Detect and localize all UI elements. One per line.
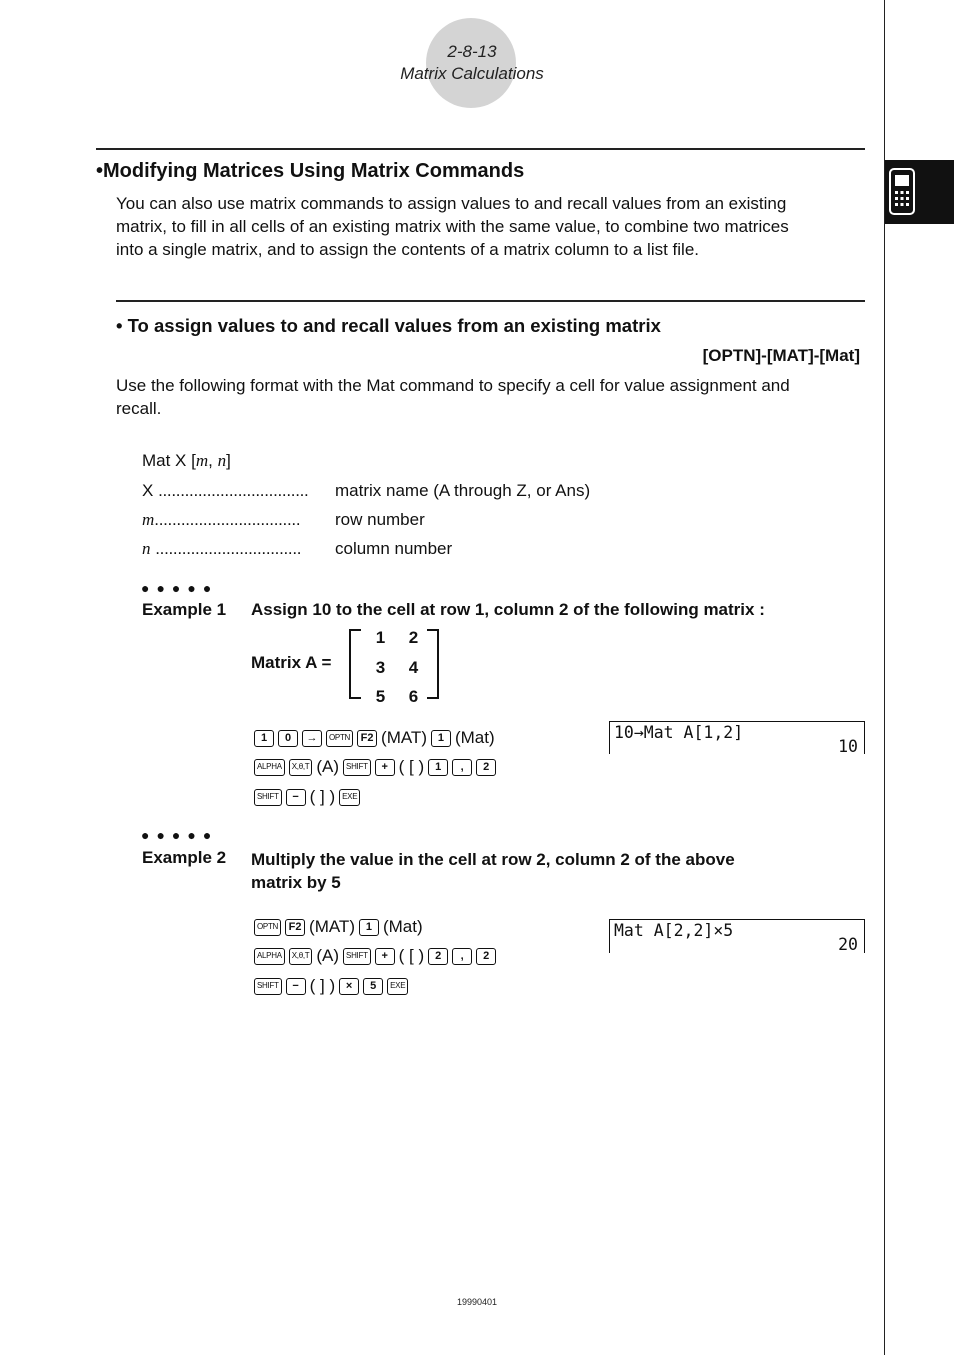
page-number: 2-8-13 bbox=[447, 42, 497, 61]
syntax-prefix: Mat X [ bbox=[142, 451, 196, 470]
screen-result: 10 bbox=[838, 737, 858, 756]
key-plus: + bbox=[375, 948, 395, 965]
key-exe: EXE bbox=[339, 789, 360, 806]
key-note: (A) bbox=[316, 946, 340, 965]
calculator-icon bbox=[885, 160, 954, 224]
param-desc: matrix name (A through Z, or Ans) bbox=[335, 481, 591, 500]
syntax-m: m bbox=[195, 451, 209, 470]
footer-code: 19990401 bbox=[456, 1297, 498, 1307]
store-arrow-key: → bbox=[302, 730, 322, 747]
desc-line: Use the following format with the Mat command to specify a cell for value assignment and bbox=[116, 376, 790, 395]
intro-line: matrix, to fill in all cells of an existing matrix with the same value, to combine two matrices bbox=[116, 217, 789, 236]
key-1: 1 bbox=[254, 730, 274, 747]
example-dots: ●●●●● bbox=[141, 827, 219, 843]
key-shift: SHIFT bbox=[254, 978, 282, 995]
matrix-bracket-left bbox=[349, 629, 361, 699]
intro-line: into a single matrix, and to assign the contents of a matrix column to a list file. bbox=[116, 240, 700, 259]
matrix-label: Matrix A = bbox=[251, 653, 332, 672]
key-sequence-row bbox=[252, 755, 498, 779]
example-dots: ●●●●● bbox=[141, 580, 219, 596]
key-note: (MAT) bbox=[381, 728, 427, 747]
key-minus: − bbox=[286, 789, 306, 806]
matrix-row bbox=[364, 653, 430, 683]
screen-result: 20 bbox=[838, 935, 858, 954]
matrix-cell: 2 bbox=[408, 628, 419, 647]
key-shift: SHIFT bbox=[343, 759, 371, 776]
matrix-row bbox=[364, 682, 430, 712]
key-plus: + bbox=[375, 759, 395, 776]
key-f2: F2 bbox=[285, 919, 305, 936]
key-alpha: ALPHA bbox=[254, 759, 285, 776]
key-note: (MAT) bbox=[309, 917, 355, 936]
subsection-bullet: • bbox=[116, 315, 123, 336]
matrix-cell: 1 bbox=[375, 628, 386, 647]
key-xthetat: X,θ,T bbox=[289, 948, 313, 965]
syntax-n: n bbox=[217, 451, 227, 470]
param-dots: ................................. bbox=[154, 510, 301, 529]
key-5: 5 bbox=[363, 978, 383, 995]
param-term: n bbox=[142, 539, 151, 558]
key-shift: SHIFT bbox=[343, 948, 371, 965]
param-row bbox=[142, 537, 301, 560]
example-title: Assign 10 to the cell at row 1, column 2 of the following matrix : bbox=[251, 600, 765, 619]
example-label: Example 2 bbox=[142, 848, 227, 867]
key-comma: , bbox=[452, 948, 472, 965]
key-note: ( [ ) bbox=[398, 946, 425, 965]
calculator-screen bbox=[609, 919, 865, 953]
intro-line: You can also use matrix commands to assign values to and recall values from an existing bbox=[116, 194, 787, 213]
example-title bbox=[251, 848, 735, 894]
key-note: ( ] ) bbox=[309, 976, 336, 995]
calculator-screen bbox=[609, 721, 865, 754]
key-sequence-row bbox=[252, 974, 410, 998]
param-dots: ................................. bbox=[155, 539, 302, 558]
section-title-text: Modifying Matrices Using Matrix Commands bbox=[103, 160, 525, 182]
key-exe: EXE bbox=[387, 978, 408, 995]
key-2: 2 bbox=[476, 759, 496, 776]
section-rule bbox=[96, 148, 865, 150]
header-circle bbox=[426, 18, 516, 108]
param-desc: column number bbox=[335, 539, 453, 558]
param-row bbox=[142, 508, 300, 531]
section-intro bbox=[116, 192, 856, 261]
key-sequence-row bbox=[252, 944, 498, 968]
section-bullet: • bbox=[96, 160, 104, 182]
syntax-sep: , bbox=[208, 451, 218, 470]
subsection-desc bbox=[116, 374, 856, 420]
key-note: (Mat) bbox=[454, 728, 495, 747]
key-comma: , bbox=[452, 759, 472, 776]
param-term: X bbox=[142, 481, 154, 500]
matrix-row bbox=[364, 623, 430, 653]
key-1: 1 bbox=[431, 730, 451, 747]
matrix-cell: 5 bbox=[375, 687, 386, 706]
screen-line: 10→Mat A[1,2] bbox=[614, 723, 744, 742]
key-alpha: ALPHA bbox=[254, 948, 285, 965]
key-f2: F2 bbox=[357, 730, 377, 747]
subsection-title bbox=[116, 315, 661, 337]
screen-line: Mat A[2,2]×5 bbox=[614, 921, 734, 940]
key-path: [OPTN]-[MAT]-[Mat] bbox=[702, 346, 860, 365]
key-sequence-row bbox=[252, 915, 425, 939]
matrix bbox=[364, 623, 430, 712]
side-tab bbox=[885, 160, 954, 224]
example-title-line: Multiply the value in the cell at row 2, column 2 of the above bbox=[251, 850, 735, 869]
key-sequence-row bbox=[252, 726, 497, 750]
key-multiply: × bbox=[339, 978, 359, 995]
key-note: (A) bbox=[316, 757, 340, 776]
key-0: 0 bbox=[278, 730, 298, 747]
matrix-cell: 6 bbox=[408, 687, 419, 706]
section-name: Matrix Calculations bbox=[400, 64, 544, 83]
key-note: (Mat) bbox=[382, 917, 423, 936]
matrix-cell: 4 bbox=[408, 657, 419, 677]
param-desc: row number bbox=[335, 510, 425, 529]
key-1: 1 bbox=[428, 759, 448, 776]
section-title bbox=[96, 160, 524, 183]
param-dots: .................................. bbox=[158, 481, 309, 500]
key-minus: − bbox=[286, 978, 306, 995]
key-2: 2 bbox=[428, 948, 448, 965]
desc-line: recall. bbox=[116, 399, 162, 418]
key-optn: OPTN bbox=[326, 730, 353, 747]
key-sequence-row bbox=[252, 785, 362, 809]
syntax-suffix: ] bbox=[226, 451, 231, 470]
key-shift: SHIFT bbox=[254, 789, 282, 806]
key-note: ( ] ) bbox=[309, 787, 336, 806]
key-2: 2 bbox=[476, 948, 496, 965]
param-row bbox=[142, 479, 308, 502]
key-xthetat: X,θ,T bbox=[289, 759, 313, 776]
subsection-rule bbox=[116, 300, 865, 302]
param-term: m bbox=[142, 510, 155, 529]
key-1: 1 bbox=[359, 919, 379, 936]
example-title-line: matrix by 5 bbox=[251, 873, 341, 892]
matrix-cell: 3 bbox=[375, 657, 386, 677]
key-optn: OPTN bbox=[254, 919, 281, 936]
subsection-title-text: To assign values to and recall values from an existing matrix bbox=[127, 315, 661, 336]
key-note: ( [ ) bbox=[398, 757, 425, 776]
example-label: Example 1 bbox=[142, 600, 227, 619]
format-syntax bbox=[142, 449, 231, 472]
